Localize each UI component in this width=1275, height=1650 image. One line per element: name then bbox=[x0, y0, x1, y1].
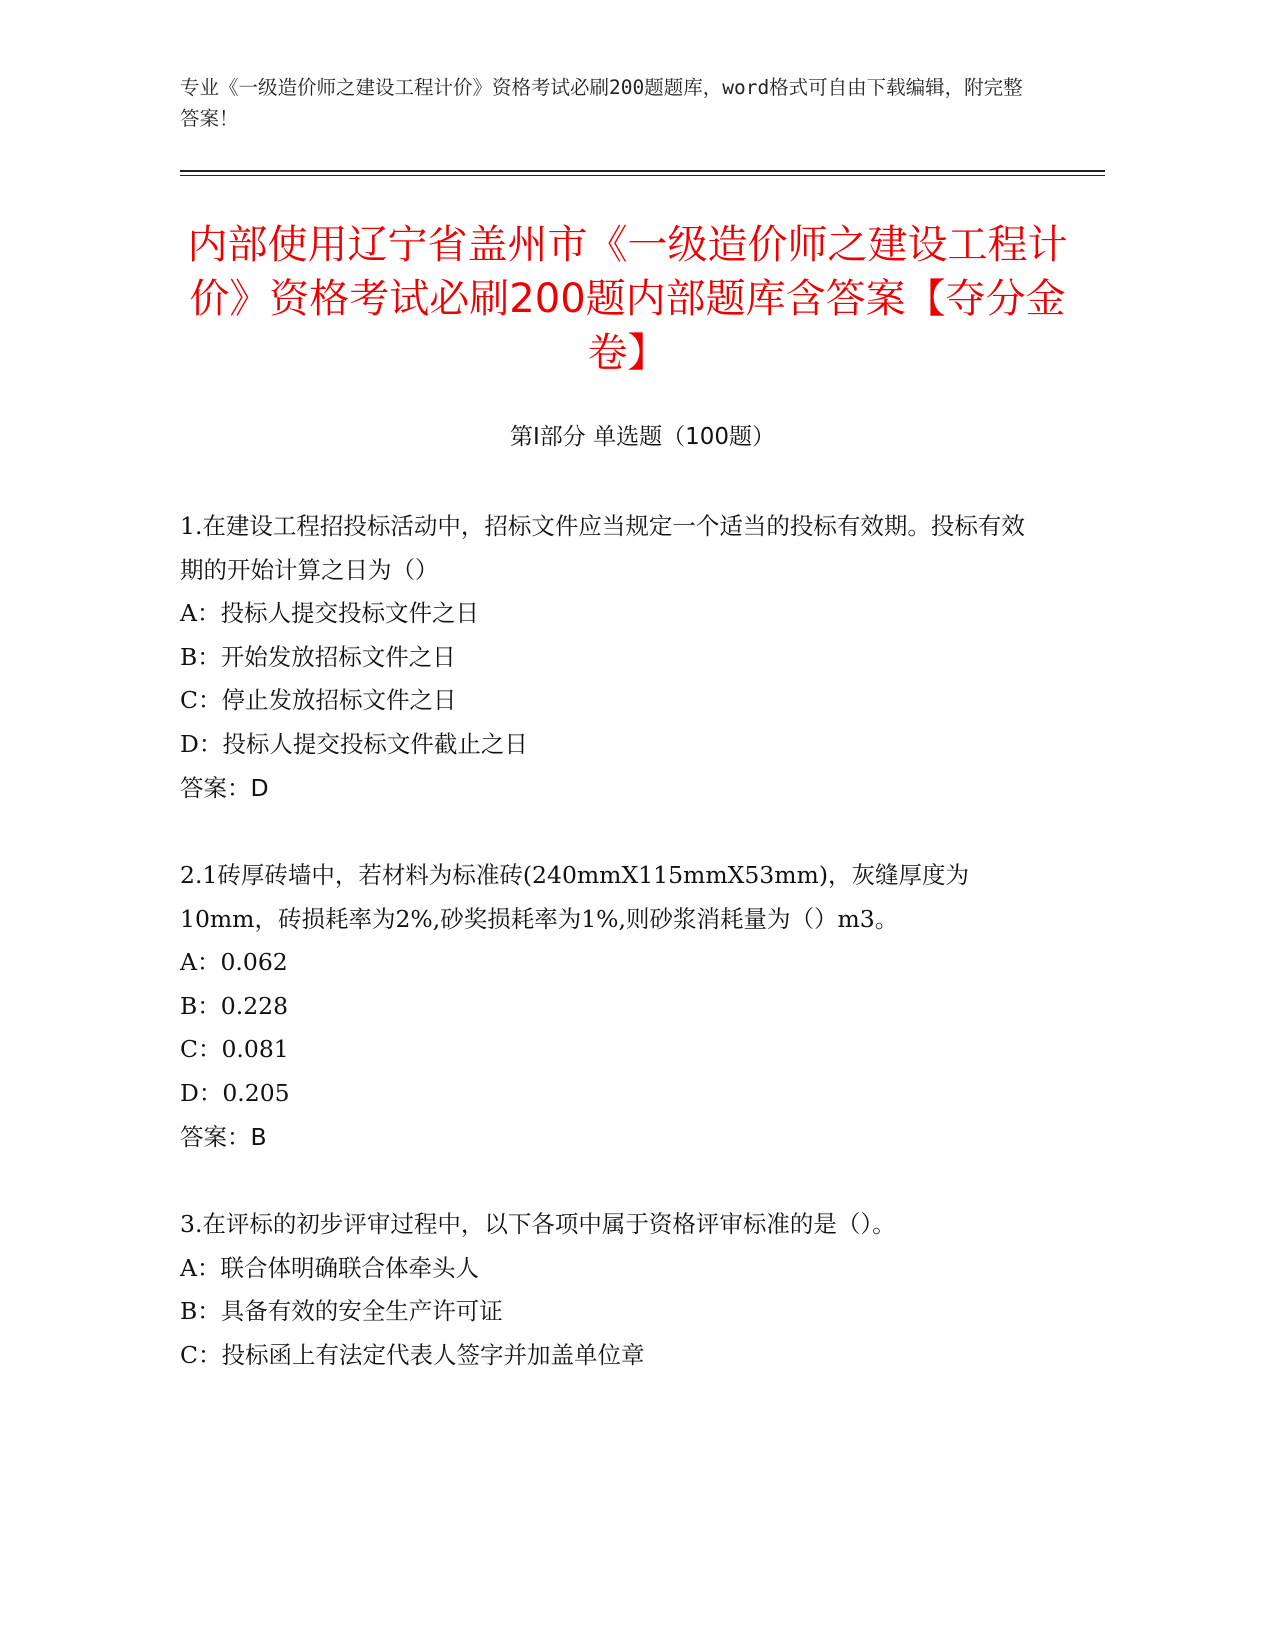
question-stem: 1.在建设工程招投标活动中，招标文件应当规定一个适当的投标有效期。投标有效期的开始计算之日为（） bbox=[180, 512, 1025, 584]
answer-line: 答案：D bbox=[180, 774, 269, 802]
option-c: C：0.081 bbox=[180, 1035, 289, 1063]
option-d: D：0.205 bbox=[180, 1078, 290, 1107]
question-3 bbox=[180, 1203, 1025, 1377]
document-title: 内部使用辽宁省盖州市《一级造价师之建设工程计价》资格考试必刷200题内部题库含答案【夺分金卷】 bbox=[187, 222, 1068, 376]
option-b: B：开始发放招标文件之日 bbox=[180, 642, 456, 671]
option-d: D：投标人提交投标文件截止之日 bbox=[180, 729, 528, 758]
header-divider bbox=[180, 170, 1105, 172]
question-stem: 3.在评标的初步评审过程中，以下各项中属于资格评审标准的是（）。 bbox=[180, 1210, 896, 1238]
answer-line: 答案：B bbox=[180, 1123, 267, 1151]
option-c: C：投标函上有法定代表人签字并加盖单位章 bbox=[180, 1340, 645, 1369]
question-stem: 2.1砖厚砖墙中，若材料为标准砖(240mmX115mmX53mm)，灰缝厚度为10mm，砖损耗率为2%,砂奖损耗率为1%,则砂浆消耗量为（）m3。 bbox=[180, 861, 969, 933]
header-divider-thin bbox=[180, 175, 1105, 176]
option-a: A：联合体明确联合体牵头人 bbox=[180, 1253, 479, 1282]
option-a: A：0.062 bbox=[180, 948, 288, 976]
option-b: B：0.228 bbox=[180, 991, 289, 1020]
header-note: 专业《一级造价师之建设工程计价》资格考试必刷200题题库，word格式可自由下载编辑，附完整答案！ bbox=[180, 76, 1023, 130]
question-2 bbox=[180, 854, 1025, 1159]
option-b: B：具备有效的安全生产许可证 bbox=[180, 1297, 503, 1325]
option-c: C：停止发放招标文件之日 bbox=[180, 686, 457, 714]
option-a: A：投标人提交投标文件之日 bbox=[180, 599, 479, 627]
section-heading: 第I部分 单选题（100题） bbox=[510, 424, 775, 450]
question-list bbox=[180, 505, 1025, 1421]
question-1 bbox=[180, 505, 1025, 810]
